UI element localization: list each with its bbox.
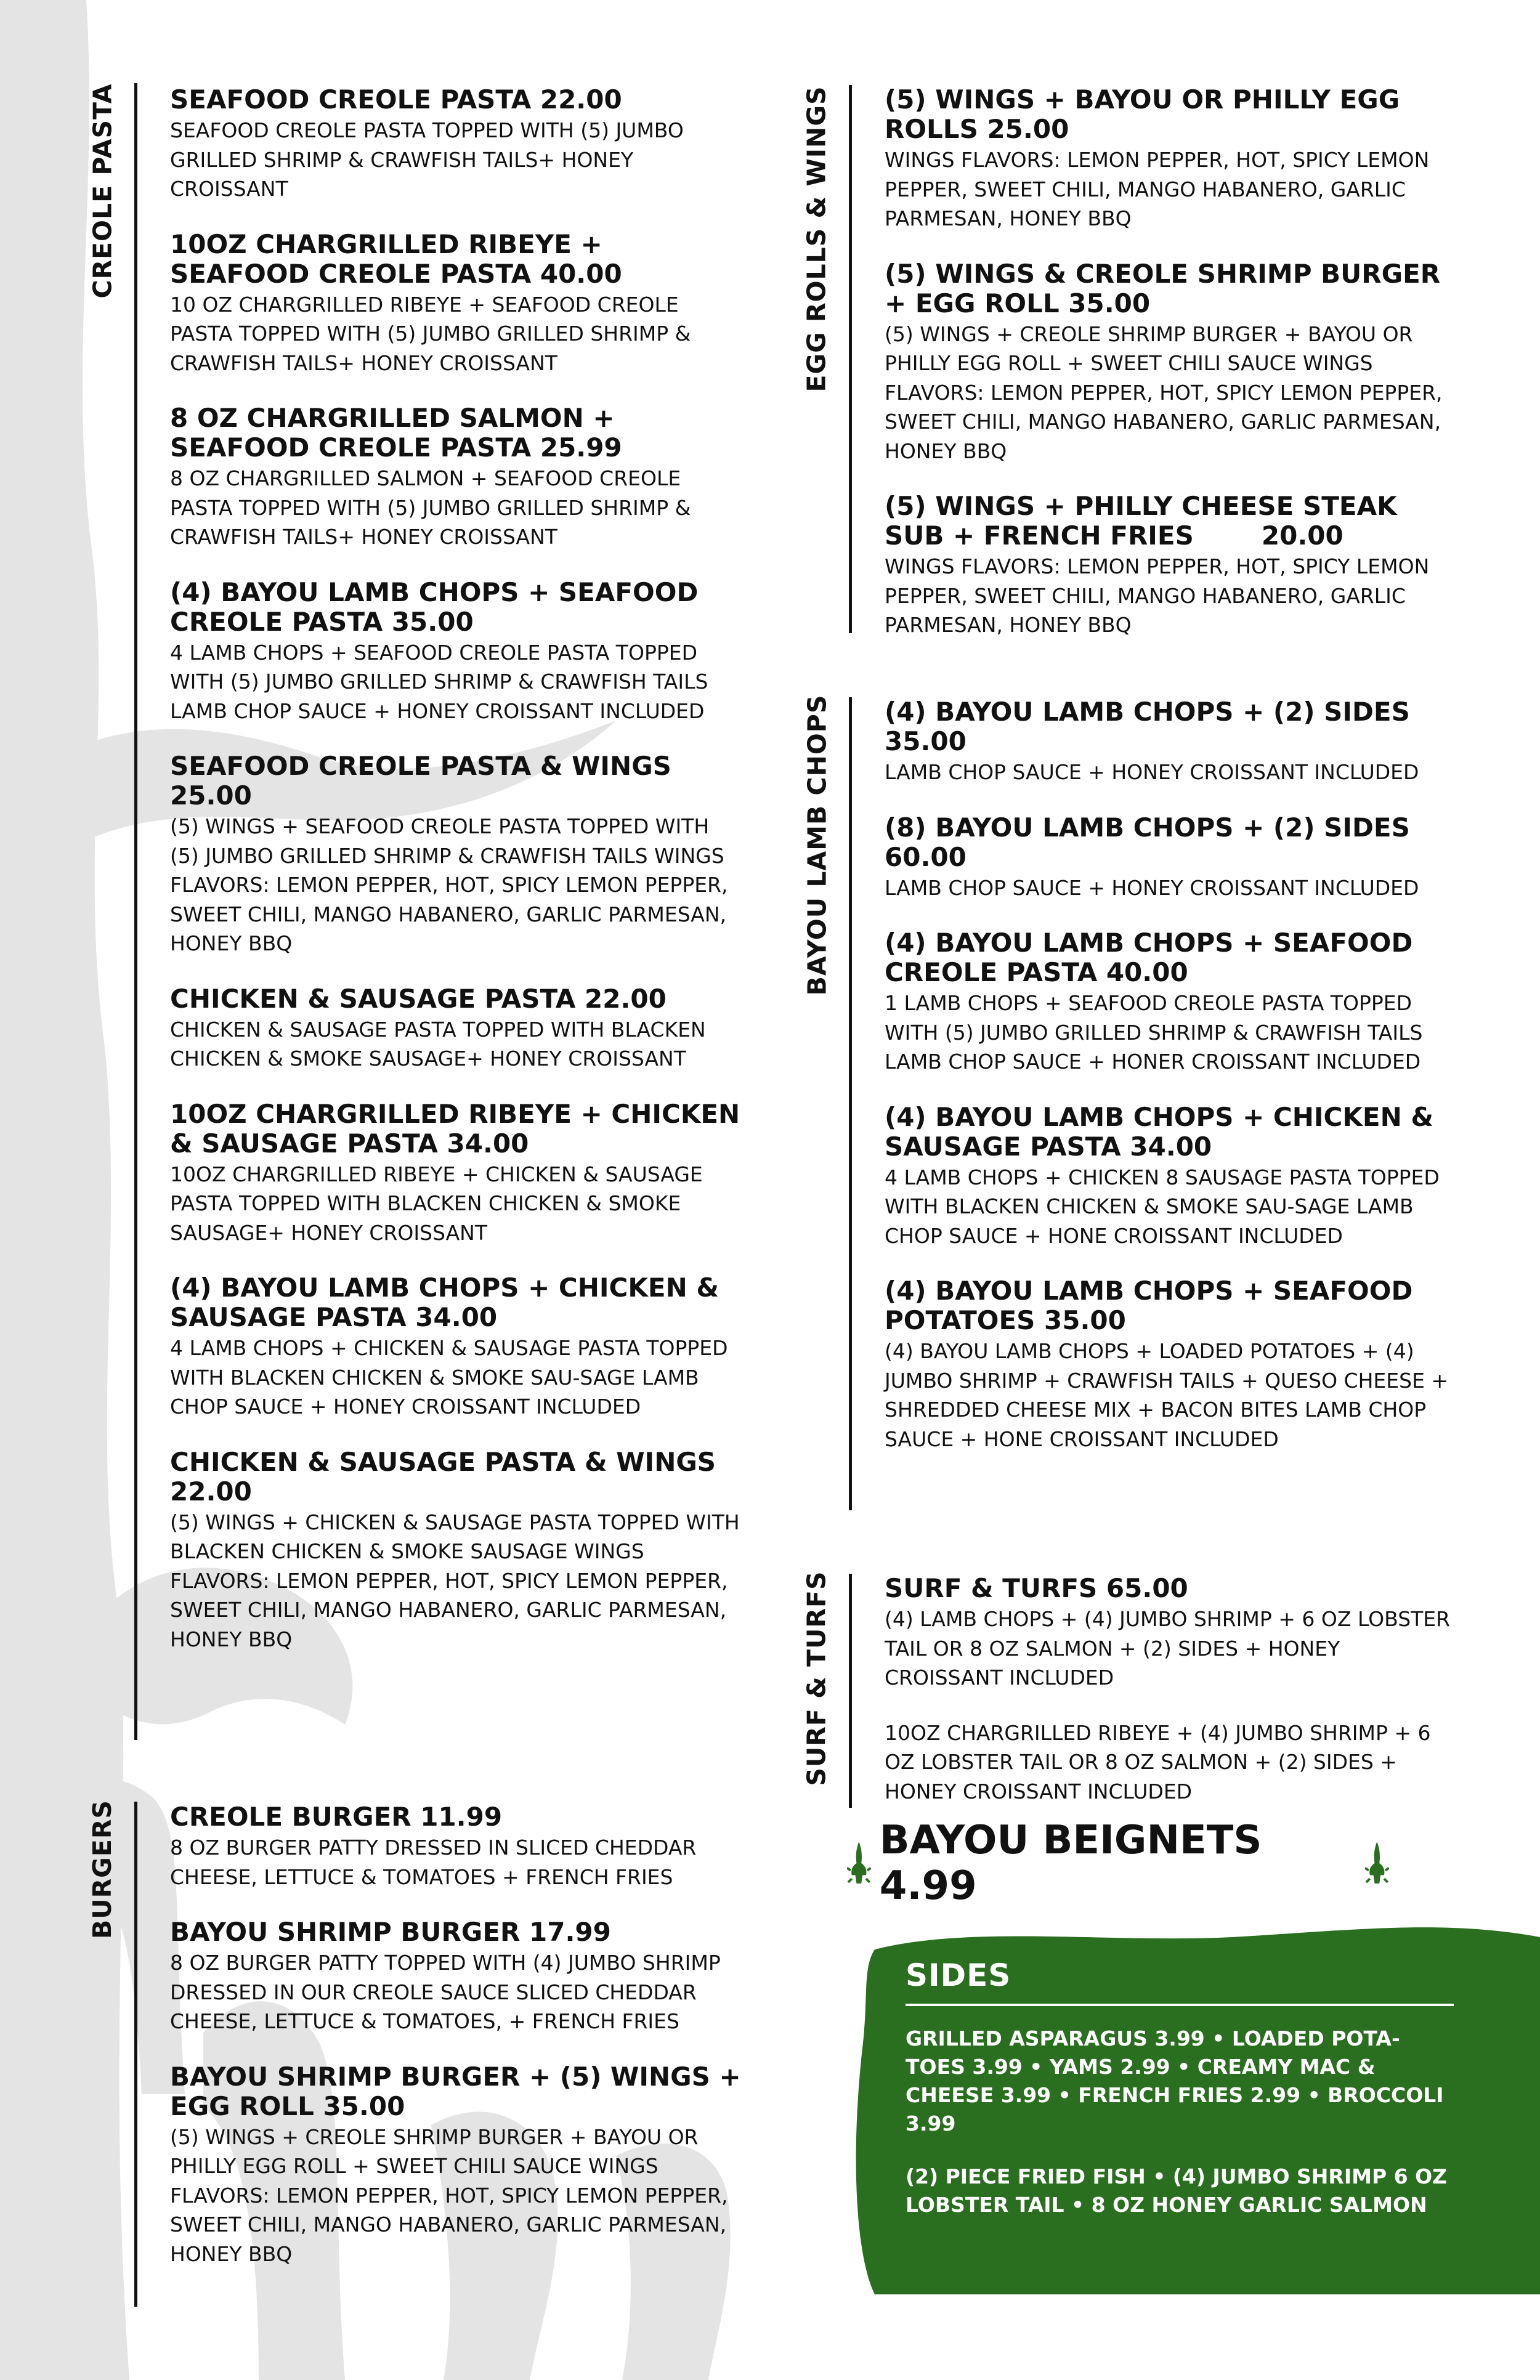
menu-item-title: BAYOU SHRIMP BURGER 17.99: [170, 1917, 611, 1947]
menu-item-desc: (4) BAYOU LAMB CHOPS + LOADED POTATOES + (4) JUMBO SHRIMP + CRAWFISH TAILS + QUESO CHEESE + SHREDDED CHEESE MIX + BACON BITES LAMB CHOP SAUCE + HONE CROISSANT INCLUDED: [885, 1339, 1449, 1451]
section-label-creole-pasta: [84, 80, 121, 302]
menu-item: [170, 578, 743, 726]
menu-item: [170, 403, 743, 552]
menu-item-desc: LAMB CHOP SAUCE + HONEY CROISSANT INCLUDED: [885, 760, 1419, 784]
menu-item: [170, 1802, 743, 1892]
menu-item: [885, 259, 1457, 466]
menu-item-desc: WINGS FLAVORS: LEMON PEPPER, HOT, SPICY LEMON PEPPER, SWEET CHILI, MANGO HABANERO, GARLIC PARMESAN, HONEY BBQ: [885, 148, 1430, 230]
menu-item-desc: 10 OZ CHARGRILLED RIBEYE + SEAFOOD CREOLE PASTA TOPPED WITH (5) JUMBO GRILLED SHRIMP & CRAWFISH TAILS+ HONEY CROISSANT: [170, 292, 691, 375]
menu-item-title: (4) BAYOU LAMB CHOPS + SEAFOOD POTATOES 35.00: [885, 1276, 1413, 1335]
section-divider: [849, 85, 852, 633]
menu-item-title: 10OZ CHARGRILLED RIBEYE + SEAFOOD CREOLE PASTA 40.00: [170, 229, 622, 289]
menu-item: [170, 1099, 743, 1248]
menu-item-title: 8 OZ CHARGRILLED SALMON + SEAFOOD CREOLE PASTA 25.99: [170, 403, 622, 463]
menu-item: [885, 1103, 1457, 1251]
section-label-burgers: [84, 1799, 121, 1940]
menu-item: [170, 1917, 743, 2036]
menu-item-desc: 4 LAMB CHOPS + CHICKEN 8 SAUSAGE PASTA TOPPED WITH BLACKEN CHICKEN & SMOKE SAU-SAGE LAMB CHOP SAUCE + HONE CROISSANT INCLUDED: [885, 1165, 1440, 1248]
surf-turfs-list: [885, 1574, 1457, 1806]
menu-item-title: (5) WINGS + PHILLY CHEESE STEAK: [885, 491, 1397, 521]
egg-rolls-wings-list: [885, 85, 1457, 666]
menu-item-title-cont: SUB + FRENCH FRIES: [885, 520, 1194, 551]
menu-item: [885, 813, 1457, 903]
sides-divider: [906, 2004, 1454, 2006]
menu-item: [885, 1574, 1457, 1693]
menu-item-desc-alt: 10OZ CHARGRILLED RIBEYE + (4) JUMBO SHRIMP + 6 OZ LOBSTER TAIL OR 8 OZ SALMON + (2) SIDES + HONEY CROISSANT INCLUDED: [885, 1720, 1431, 1803]
menu-item-desc: (5) WINGS + SEAFOOD CREOLE PASTA TOPPED WITH (5) JUMBO GRILLED SHRIMP & CRAWFISH TAILS WINGS FLAVORS: LEMON PEPPER, HOT, SPICY LEMON PEPPER, SWEET CHILI, MANGO HABANERO, GARLIC PARMESAN, HONEY BBQ: [170, 814, 728, 955]
menu-item-title: (4) BAYOU LAMB CHOPS + CHICKEN & SAUSAGE PASTA 34.00: [885, 1101, 1433, 1162]
burgers-list: [170, 1802, 743, 2294]
alligator-icon: [1365, 1839, 1389, 1888]
menu-item-title: SEAFOOD CREOLE PASTA 22.00: [170, 84, 622, 115]
menu-item-title: SEAFOOD CREOLE PASTA & WINGS 25.00: [170, 751, 671, 811]
menu-item-desc: (5) WINGS + CREOLE SHRIMP BURGER + BAYOU OR PHILLY EGG ROLL + SWEET CHILI SAUCE WINGS FLAVORS: LEMON PEPPER, HOT, SPICY LEMON PEPPER, SWEET CHILI, MANGO HABANERO, GARLIC PARMESAN, HONEY BBQ: [885, 322, 1443, 463]
menu-item: [170, 230, 743, 378]
menu-item-title-line2: [885, 521, 1457, 551]
menu-item: [885, 492, 1457, 640]
sides-panel: [906, 1956, 1454, 2244]
menu-item: [170, 2062, 743, 2269]
sides-list: GRILLED ASPARAGUS 3.99 • LOADED POTA-TOES 3.99 • YAMS 2.99 • CREAMY MAC & CHEESE 3.99 • FRENCH FRIES 2.99 • BROCCOLI 3.99: [906, 2026, 1444, 2135]
menu-item-title: (4) BAYOU LAMB CHOPS + (2) SIDES 35.00: [885, 697, 1410, 756]
section-divider: [849, 697, 852, 1510]
beignets-title: BAYOU BEIGNETS 4.99: [879, 1818, 1262, 1909]
bayou-beignets: [847, 1818, 1389, 1909]
menu-item: [885, 1276, 1457, 1454]
menu-item-desc: SEAFOOD CREOLE PASTA TOPPED WITH (5) JUMBO GRILLED SHRIMP & CRAWFISH TAILS+ HONEY CROISSANT: [170, 118, 684, 201]
alligator-icon: [847, 1839, 871, 1888]
menu-item-title: SURF & TURFS 65.00: [885, 1573, 1188, 1603]
section-divider: [134, 1802, 137, 2307]
section-label-bayou-lamb-chops: [798, 694, 835, 996]
menu-item-desc: 4 LAMB CHOPS + SEAFOOD CREOLE PASTA TOPPED WITH (5) JUMBO GRILLED SHRIMP & CRAWFISH TAILS LAMB CHOP SAUCE + HONEY CROISSANT INCLUDED: [170, 640, 708, 723]
menu-item-desc: 8 OZ BURGER PATTY TOPPED WITH (4) JUMBO SHRIMP DRESSED IN OUR CREOLE SAUCE SLICED CHEDDAR CHEESE, LETTUCE & TOMATOES, + FRENCH FRIES: [170, 1951, 721, 2033]
menu-item-desc: 1 LAMB CHOPS + SEAFOOD CREOLE PASTA TOPPED WITH (5) JUMBO GRILLED SHRIMP & CRAWFISH TAILS LAMB CHOP SAUCE + HONER CROISSANT INCLUDED: [885, 991, 1423, 1074]
menu-item-price: 20.00: [1261, 520, 1343, 551]
creole-pasta-heading: CREOLE PASTA: [87, 83, 117, 299]
menu-item: [885, 85, 1457, 233]
sides-title: SIDES: [906, 1957, 1011, 1993]
menu-item-title: CREOLE BURGER 11.99: [170, 1802, 503, 1832]
menu-item-desc: WINGS FLAVORS: LEMON PEPPER, HOT, SPICY LEMON PEPPER, SWEET CHILI, MANGO HABANERO, GARLIC PARMESAN, HONEY BBQ: [885, 554, 1430, 637]
creole-pasta-list: [170, 85, 743, 1680]
menu-item-desc: 8 OZ BURGER PATTY DRESSED IN SLICED CHEDDAR CHEESE, LETTUCE & TOMATOES + FRENCH FRIES: [170, 1836, 697, 1889]
menu-item: [170, 751, 743, 958]
burgers-heading: BURGERS: [87, 1800, 117, 1939]
menu-item-desc: (5) WINGS + CREOLE SHRIMP BURGER + BAYOU OR PHILLY EGG ROLL + SWEET CHILI SAUCE WINGS FLAVORS: LEMON PEPPER, HOT, SPICY LEMON PEPPER, SWEET CHILI, MANGO HABANERO, GARLIC PARMESAN, HONEY BBQ: [170, 2124, 728, 2266]
menu-item: [170, 85, 743, 204]
menu-item-title: 10OZ CHARGRILLED RIBEYE + CHICKEN & SAUSAGE PASTA 34.00: [170, 1098, 740, 1159]
menu-item-desc: 10OZ CHARGRILLED RIBEYE + CHICKEN & SAUSAGE PASTA TOPPED WITH BLACKEN CHICKEN & SMOKE SAUSAGE+ HONEY CROISSANT: [170, 1162, 703, 1245]
menu-item-desc: 4 LAMB CHOPS + CHICKEN & SAUSAGE PASTA TOPPED WITH BLACKEN CHICKEN & SMOKE SAU-SAGE LAMB CHOP SAUCE + HONEY CROISSANT INCLUDED: [170, 1336, 728, 1419]
menu-item: [885, 697, 1457, 787]
bayou-lamb-chops-heading: BAYOU LAMB CHOPS: [802, 694, 832, 996]
menu-item-desc: (5) WINGS + CHICKEN & SAUSAGE PASTA TOPPED WITH BLACKEN CHICKEN & SMOKE SAUSAGE WINGS FLAVORS: LEMON PEPPER, HOT, SPICY LEMON PEPPER, SWEET CHILI, MANGO HABANERO, GARLIC PARMESAN, HONEY BBQ: [170, 1510, 740, 1651]
menu-item-title: (5) WINGS + BAYOU OR PHILLY EGG ROLLS 25.00: [885, 84, 1400, 144]
menu-item-title: CHICKEN & SAUSAGE PASTA & WINGS 22.00: [170, 1446, 716, 1507]
section-divider: [849, 1574, 852, 1808]
menu-item-desc: CHICKEN & SAUSAGE PASTA TOPPED WITH BLACKEN CHICKEN & SMOKE SAUSAGE+ HONEY CROISSANT: [170, 1017, 706, 1071]
menu-item-title: BAYOU SHRIMP BURGER + (5) WINGS + EGG ROLL 35.00: [170, 2061, 741, 2121]
bayou-lamb-chops-list: [885, 697, 1457, 1479]
egg-rolls-wings-heading: EGG ROLLS & WINGS: [802, 86, 832, 392]
sides-list-extra: (2) PIECE FRIED FISH • (4) JUMBO SHRIMP 6 OZ LOBSTER TAIL • 8 OZ HONEY GARLIC SALMON: [906, 2164, 1448, 2217]
surf-turfs-heading: SURF & TURFS: [802, 1571, 832, 1786]
menu-item: [170, 1273, 743, 1422]
section-divider: [134, 83, 137, 1740]
menu-item-desc: 8 OZ CHARGRILLED SALMON + SEAFOOD CREOLE PASTA TOPPED WITH (5) JUMBO GRILLED SHRIMP & CRAWFISH TAILS+ HONEY CROISSANT: [170, 466, 691, 549]
menu-item: [170, 984, 743, 1074]
menu-item-desc: (4) LAMB CHOPS + (4) JUMBO SHRIMP + 6 OZ LOBSTER TAIL OR 8 OZ SALMON + (2) SIDES + HONEY CROISSANT INCLUDED: [885, 1607, 1451, 1690]
menu-item-title: (4) BAYOU LAMB CHOPS + SEAFOOD CREOLE PASTA 35.00: [170, 577, 699, 637]
section-label-surf-turfs: [798, 1571, 835, 1786]
menu-item-title: (5) WINGS & CREOLE SHRIMP BURGER + EGG ROLL 35.00: [885, 258, 1441, 318]
menu-item-title: (4) BAYOU LAMB CHOPS + CHICKEN & SAUSAGE PASTA 34.00: [170, 1273, 719, 1332]
menu-item-title: CHICKEN & SAUSAGE PASTA 22.00: [170, 983, 667, 1014]
menu-item-desc: LAMB CHOP SAUCE + HONEY CROISSANT INCLUDED: [885, 875, 1419, 900]
menu-item: [170, 1447, 743, 1654]
menu-item-title: (4) BAYOU LAMB CHOPS + SEAFOOD CREOLE PASTA 40.00: [885, 928, 1413, 987]
section-label-egg-rolls-wings: [798, 85, 835, 393]
menu-item: [885, 928, 1457, 1077]
menu-item-title: (8) BAYOU LAMB CHOPS + (2) SIDES 60.00: [885, 812, 1410, 872]
